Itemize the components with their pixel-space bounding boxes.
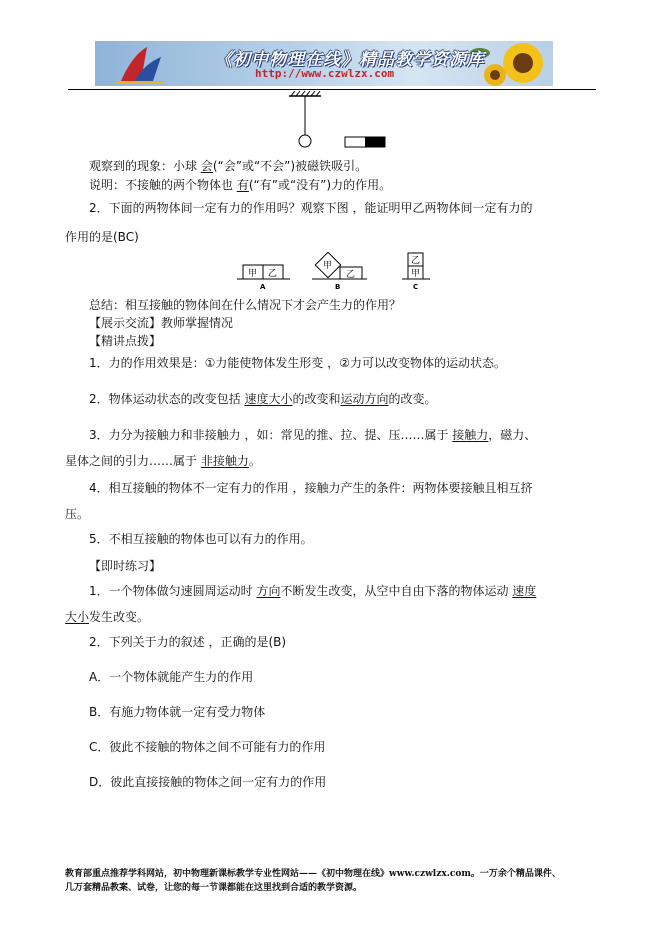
point-2 [89, 392, 437, 406]
banner-url[interactable]: http://www.czwlzx.com [255, 67, 395, 80]
observation-prefix: 观察到的现象：小球 [89, 159, 201, 173]
point-4-line-2: 压。 [65, 507, 90, 521]
question-2-line-1: 2．下面的两物体间一定有力的作用吗？观察下图 ，能证明甲乙两物体间一定有力的 [89, 201, 533, 215]
exercise-2: 2．下列关于力的叙述 ，正确的是(B) [89, 635, 287, 649]
observation-suffix: (“会”或“不会”)被磁铁吸引。 [212, 159, 368, 173]
figure-c [402, 253, 430, 291]
figure-c-top-label: 乙 [411, 256, 421, 266]
point-3-text-d: 。 [248, 454, 261, 468]
point-3-answer-noncontact: 非接触力 [200, 454, 249, 468]
exercise-1-line-1 [89, 584, 536, 598]
figure-b-caption: B [335, 283, 341, 291]
observation-line [89, 159, 367, 173]
point-3-text-b: ，磁力、 [488, 428, 537, 442]
figure-b-tilted-label: 甲 [323, 261, 333, 271]
footer-line-2: 几万套精品教案、试卷，让您的每一节课都能在这里找到合适的教学资源。 [65, 883, 363, 893]
point-2-answer-speed: 速度大小 [244, 392, 293, 406]
header-banner [95, 41, 553, 86]
figure-c-caption: C [413, 283, 419, 291]
exercise-1-text-a: 1．一个物体做匀速圆周运动时 [89, 584, 257, 598]
figure-b [312, 252, 367, 291]
exercise-1-answer-speed-b: 大小 [65, 610, 90, 624]
exercise-1-answer-direction: 方向 [256, 584, 281, 598]
exercise-1-text-c: 发生改变。 [89, 610, 150, 624]
footer-line-1: 教育部重点推荐学科网站，初中物理新课标教学专业性网站——《初中物理在线》www.czwlzx.com。一万余个精品课件、 [65, 869, 561, 879]
point-2-text-b: 的改变和 [292, 392, 341, 406]
option-c: C．彼此不接触的物体之间不可能有力的作用 [89, 740, 326, 754]
explanation-prefix: 说明：不接触的两个物体也 [89, 178, 237, 192]
point-3-line-2 [65, 454, 261, 468]
pendulum-magnet-figure [280, 90, 400, 155]
logo-icon [115, 47, 165, 84]
figure-a-caption: A [260, 283, 266, 291]
exercise-1-text-b: 不断发生改变，从空中自由下落的物体运动 [280, 584, 513, 598]
figure-a-right-label: 乙 [268, 269, 278, 279]
observation-answer: 会 [200, 159, 213, 173]
point-3-text-a: 3．力分为接触力和非接触力 ，如：常见的推、拉、提、压……属于 [89, 428, 453, 442]
option-b: B．有施力物体就一定有受力物体 [89, 705, 266, 719]
explanation-answer: 有 [236, 178, 249, 192]
point-4-line-1: 4．相互接触的物体不一定有力的作用 ，接触力产生的条件：两物体要接触且相互挤 [89, 481, 533, 495]
exercise-1-answer-speed-a: 速度 [512, 584, 537, 598]
exercise-1-line-2 [65, 610, 149, 624]
point-1: 1．力的作用效果是：①力能使物体发生形变 ，②力可以改变物体的运动状态。 [89, 356, 506, 370]
point-2-answer-direction: 运动方向 [340, 392, 389, 406]
figure-a [237, 265, 290, 291]
banner-title: 《初中物理在线》精品教学资源库 [215, 50, 485, 70]
question-2-line-2: 作用的是(BC) [65, 230, 139, 244]
summary-line: 总结：相互接触的物体间在什么情况下才会产生力的作用？ [89, 298, 402, 312]
point-3-line-1 [89, 428, 536, 442]
figure-c-bottom-label: 甲 [411, 269, 421, 279]
abc-figure [232, 250, 432, 292]
point-5: 5．不相互接触的物体也可以有力的作用。 [89, 532, 313, 546]
section-practice: 【即时练习】 [89, 559, 162, 573]
option-a: A．一个物体就能产生力的作用 [89, 670, 254, 684]
explanation-suffix: (“有”或“没有”)力的作用。 [248, 178, 392, 192]
option-d: D．彼此直接接触的物体之间一定有力的作用 [89, 775, 327, 789]
point-2-text-c: 的改变。 [388, 392, 437, 406]
point-3-text-c: 星体之间的引力……属于 [65, 454, 201, 468]
point-2-text-a: 2．物体运动状态的改变包括 [89, 392, 245, 406]
section-explanation: 【精讲点拨】 [89, 334, 162, 348]
figure-a-left-label: 甲 [248, 269, 258, 279]
explanation-line [89, 178, 391, 192]
point-3-answer-contact: 接触力 [452, 428, 489, 442]
section-showcase: 【展示交流】教师掌握情况 [89, 316, 234, 330]
figure-b-right-label: 乙 [346, 270, 356, 280]
